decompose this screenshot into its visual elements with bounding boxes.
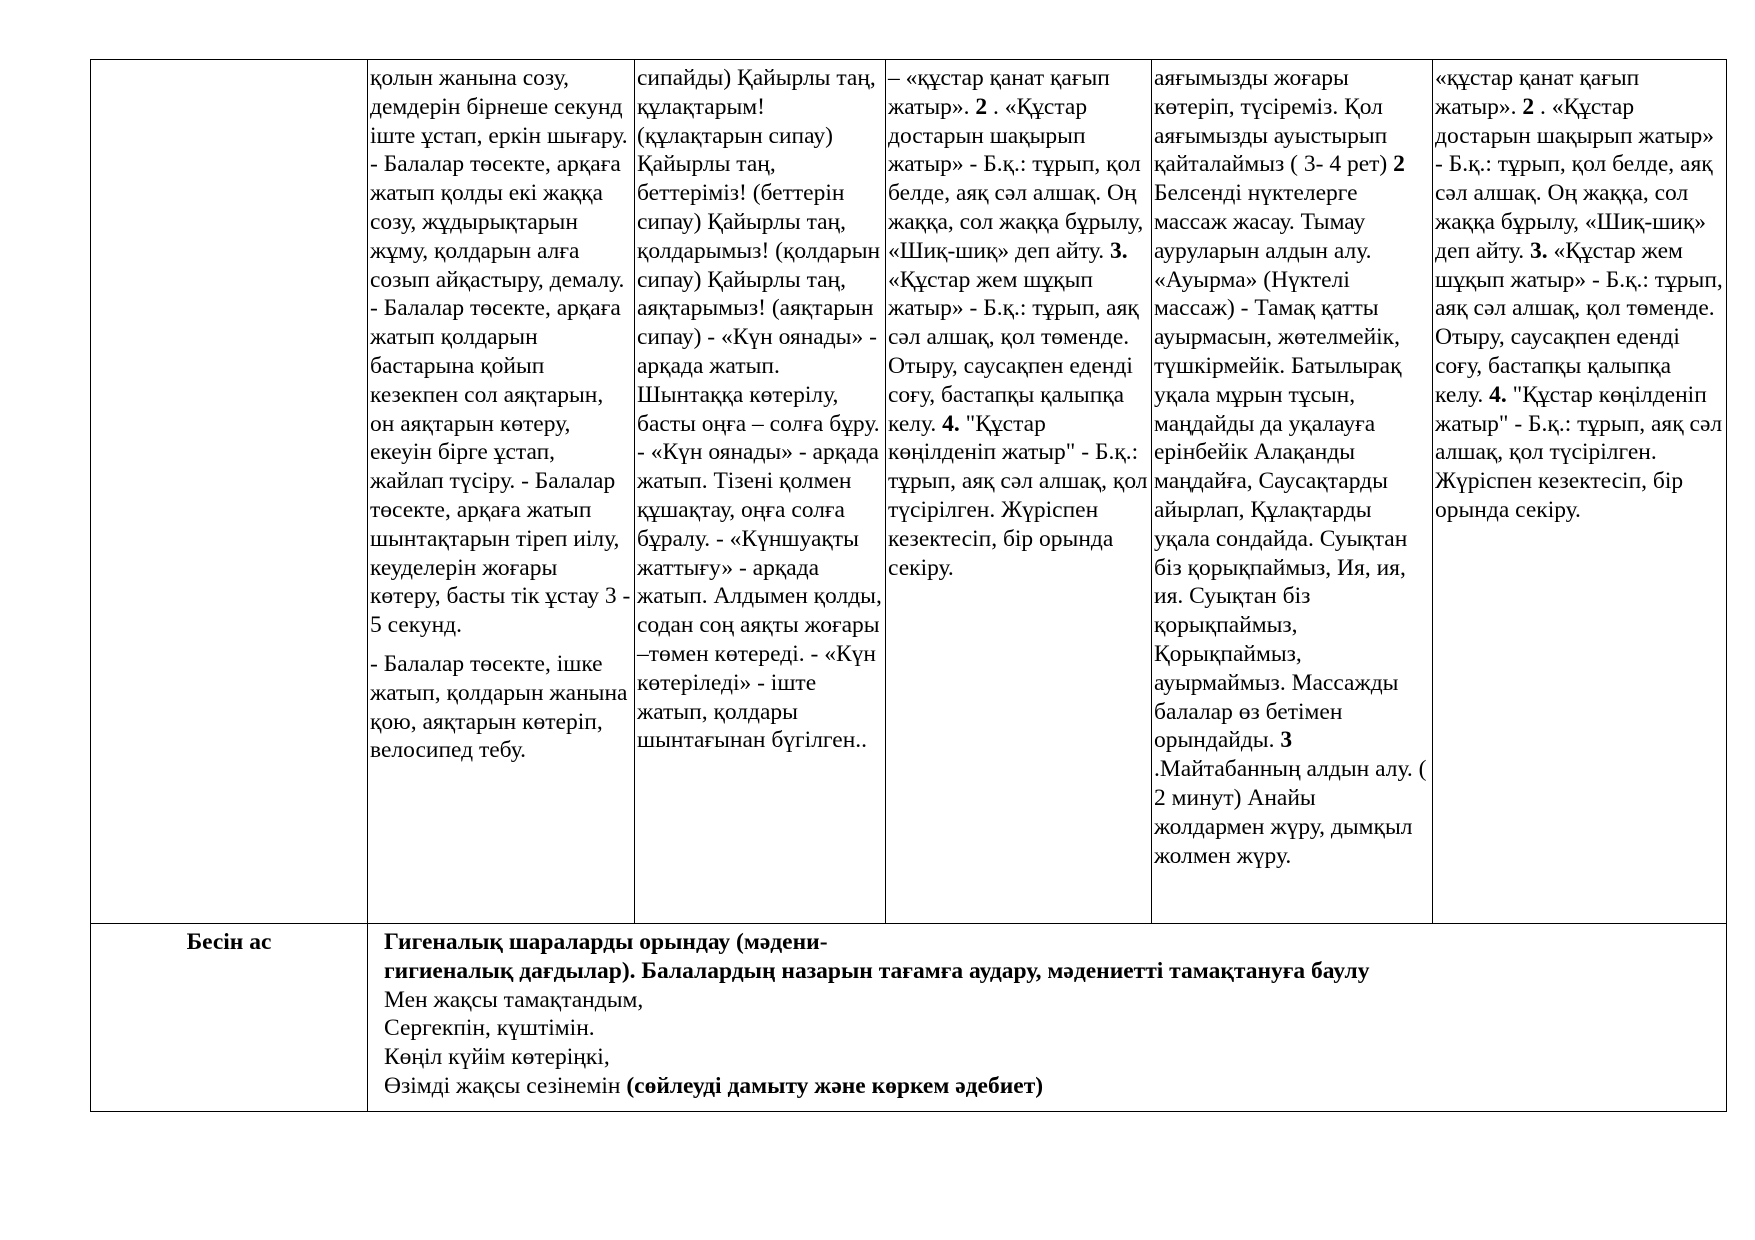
text-run: аяғымызды жоғары көтеріп, түсіреміз. Қол аяғымызды ауыстырып қайталаймыз ( 3- 4 рет) xyxy=(1154,65,1394,178)
text-run: – «құстар қанат қағып жатыр». xyxy=(888,65,1110,120)
step-number: 4. xyxy=(1489,381,1507,408)
row-label-lunch xyxy=(91,924,368,1112)
step-number: 2 xyxy=(1393,151,1405,178)
lunch-label: Бесін ас xyxy=(186,929,272,955)
lunch-heading-line-2: гигиеналық дағдылар). Балалардың назарын тағамға аудару, мәдениетті тамақтануға баулу xyxy=(384,957,1370,984)
exercise-cell-col6 xyxy=(1433,60,1727,924)
text-run: Белсенді нүктелерге массаж жасау. Тымау ауруларын алдын алу. «Ауырма» (Нүктелі массаж) - Тамақ қатты ауырмасын, жөтелмейік, түшкірмейік. Батылырақ уқала мұрын тұсын, маңдайды да уқалауға ерінбейік Алақанды маңдайға, Саусақтарды айырлап, Құлақтарды уқала сондайда. Суықтан біз қорықпаймыз, Ия, ия, ия. Суықтан біз қорықпаймыз, Қорықпаймыз, ауырмаймыз. Массажды балалар өз бетімен орындайды. xyxy=(1154,180,1408,754)
row-label-cell-empty xyxy=(91,60,368,924)
text-run: «құстар қанат қағып жатыр». xyxy=(1435,65,1640,120)
text-run: .Майтабанның алдын алу. ( 2 минут) Анайы жолдармен жүру, дымқыл жолмен жүру. xyxy=(1154,756,1427,869)
exercise-cell-col4 xyxy=(886,60,1152,924)
table-row-exercises xyxy=(91,60,1727,924)
text-run: сипайды) Қайырлы таң, құлақтарым! (құлақтарын сипау) Қайырлы таң, беттеріміз! (беттерін сипау) Қайырлы таң, қолдарымыз! (қолдарын сипау) Қайырлы таң, аяқтарымыз! (аяқтарын сипау) - «Күн оянады» - арқада жатып. Шынтаққа көтерілу, басты оңға – солға бұру. - «Күн оянады» - арқада жатып. Тізені қолмен құшақтау, оңға солға бұралу. - «Күншуақты жаттығу» - арқада жатып. Алдымен қолды, содан соң аяқты жоғары –төмен көтереді. - «Күн көтеріледі» - іште жатып, қолдары шынтағынан бүгілген.. xyxy=(637,65,882,754)
step-number: 2 xyxy=(1522,93,1535,120)
paragraph xyxy=(1435,64,1724,525)
text-run: . «Құстар достарын шақырып жатыр» - Б.қ.: тұрып, қол белде, аяқ сәл алшақ. Оң жаққа, сол жаққа бұрылу, «Шиқ-шиқ» деп айту. xyxy=(888,93,1144,264)
text-run: "Құстар көңілденіп жатыр" - Б.қ.: тұрып, аяқ сәл алшақ, қол түсірілген. Жүріспен кезектесіп, бір орында секіру. xyxy=(888,410,1148,581)
paragraph xyxy=(637,64,883,755)
poem-line-1: Мен жақсы тамақтандым, xyxy=(384,986,644,1013)
poem-line-4-text: Өзімді жақсы сезінемін xyxy=(384,1072,627,1099)
paragraph xyxy=(370,64,632,640)
paragraph xyxy=(888,64,1149,582)
lunch-content-cell xyxy=(368,924,1727,1112)
step-number: 3. xyxy=(1109,237,1128,264)
step-number: 2 xyxy=(975,93,988,120)
step-number: 3 xyxy=(1280,727,1293,754)
lunch-heading-line-1: Гигеналық шараларды орындау (мәдени- xyxy=(384,929,828,955)
table-row-lunch xyxy=(91,924,1727,1112)
exercise-cell-col5 xyxy=(1152,60,1433,924)
activity-area-note: (сөйлеуді дамыту және көркем әдебиет) xyxy=(626,1072,1044,1099)
exercise-cell-col3 xyxy=(635,60,886,924)
text-run: «Құстар жем шұқып жатыр» - Б.қ.: тұрып, аяқ сәл алшақ, қол төменде. Отыру, саусақпен еденді соғу, бастапқы қалыпқа келу. xyxy=(888,266,1139,437)
text-run: "Құстар көңілденіп жатыр" - Б.қ.: тұрып, аяқ сәл алшақ, қол түсірілген. Жүріспен кезектесіп, бір орында секіру. xyxy=(1435,381,1723,523)
poem-line-2: Сергекпін, күштімін. xyxy=(384,1015,595,1042)
text-run: «Құстар жем шұқып жатыр» - Б.қ.: тұрып, аяқ сәл алшақ, қол төменде. Отыру, саусақпен еденді соғу, бастапқы қалыпқа келу. xyxy=(1435,237,1723,408)
step-number: 4. xyxy=(942,410,960,437)
paragraph xyxy=(370,650,632,765)
exercise-cell-col2 xyxy=(368,60,635,924)
poem-line-4 xyxy=(384,1072,1710,1101)
text-run: - Балалар төсекте, ішке жатып, қолдарын жанына қою, аяқтарын көтеріп, велосипед тебу. xyxy=(370,650,628,764)
paragraph xyxy=(1154,64,1430,870)
step-number: 3. xyxy=(1529,237,1548,264)
text-run: қолын жанына созу, демдерін бірнеше секунд іште ұстап, еркін шығару. - Балалар төсекте, арқаға жатып қолды екі жаққа созу, жұдырықтарын жұму, қолдарын алға созып айқастыру, демалу. - Балалар төсекте, арқаға жатып қолдарын бастарына қойып кезекпен сол аяқтарын, он аяқтарын көтеру, екеуін бірге ұстап, жайлап түсіру. - Балалар төсекте, арқаға жатып шынтақтарын тіреп иілу, кеуделерін жоғары көтеру, басты тік ұстау 3 - 5 секунд. xyxy=(370,65,631,639)
text-run: . «Құстар достарын шақырып жатыр» - Б.қ.: тұрып, қол белде, аяқ сәл алшақ. Оң жаққа, сол жаққа бұрылу, «Шиқ-шиқ» деп айту. xyxy=(1435,93,1715,264)
poem-line-3: Көңіл күйім көтеріңкі, xyxy=(384,1044,610,1071)
daily-plan-table xyxy=(90,59,1727,1112)
